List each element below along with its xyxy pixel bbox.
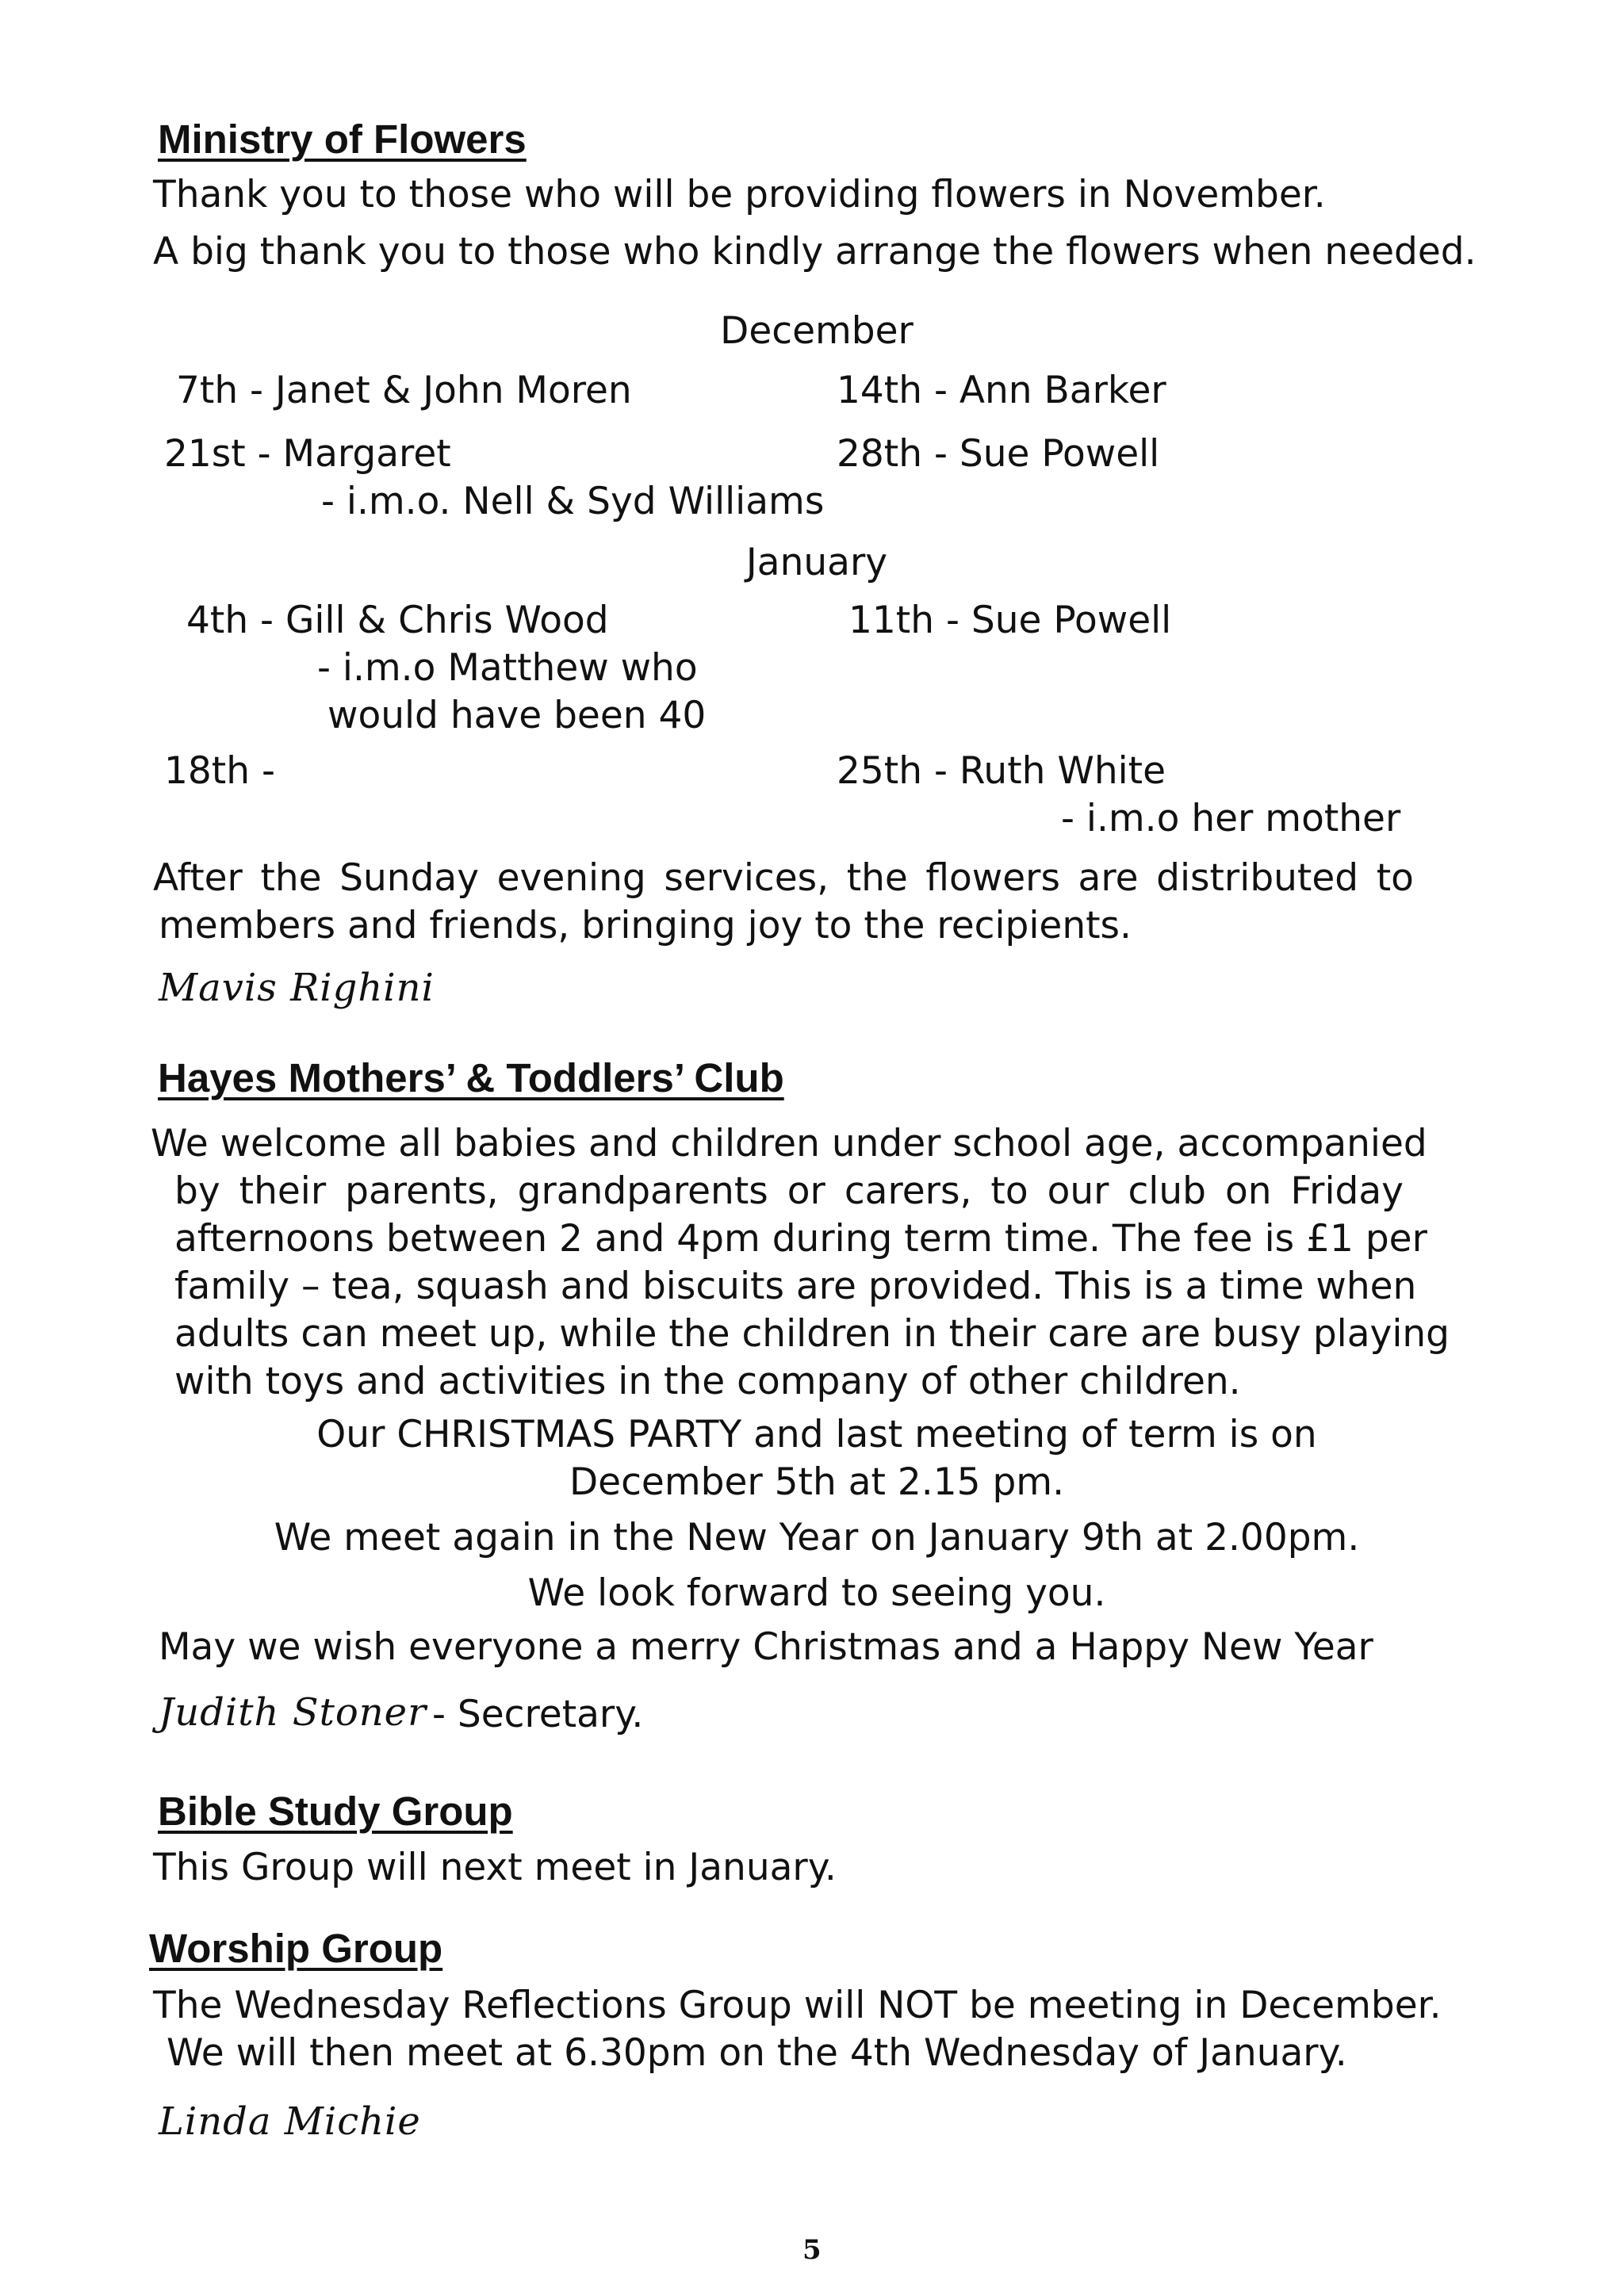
flowers-heading: Ministry of Flowers bbox=[158, 117, 527, 162]
page-number: 5 bbox=[802, 2234, 822, 2266]
dec-7-entry: 7th - Janet & John Moren bbox=[176, 369, 632, 412]
party-line-1: Our CHRISTMAS PARTY and last meeting of term is on bbox=[316, 1413, 1317, 1456]
worship-heading: Worship Group bbox=[149, 1926, 443, 1971]
word: are bbox=[1078, 856, 1139, 900]
word: their bbox=[239, 1169, 327, 1213]
signature-mavis-righini: Mavis Righini bbox=[159, 966, 435, 1010]
dec-14-entry: 14th - Ann Barker bbox=[837, 369, 1166, 412]
word: the bbox=[846, 856, 908, 900]
flowers-closing-line-2: members and friends, bringing joy to the recipients. bbox=[159, 904, 1132, 947]
toddlers-line-5: adults can meet up, while the children in their care are busy playing bbox=[174, 1312, 1450, 1356]
word: our bbox=[1047, 1169, 1109, 1213]
christmas-wish-line: May we wish everyone a merry Christmas and a Happy New Year bbox=[159, 1625, 1373, 1669]
toddlers-heading: Hayes Mothers’ & Toddlers’ Club bbox=[158, 1055, 784, 1100]
toddlers-line-1: We welcome all babies and children under school age, accompanied bbox=[151, 1122, 1427, 1165]
word: grandparents bbox=[517, 1169, 768, 1213]
jan-4-note-2: would have been 40 bbox=[327, 694, 707, 737]
word: to bbox=[990, 1169, 1028, 1213]
toddlers-line-2 bbox=[174, 1169, 1404, 1214]
flowers-closing-line-1 bbox=[153, 856, 1414, 901]
dec-21-entry: 21st - Margaret bbox=[164, 432, 451, 476]
jan-25-entry: 25th - Ruth White bbox=[837, 749, 1166, 793]
look-forward-line: We look forward to seeing you. bbox=[527, 1571, 1106, 1615]
secretary-role: - Secretary. bbox=[432, 1693, 644, 1736]
flowers-intro-2: A big thank you to those who kindly arrange the flowers when needed. bbox=[153, 230, 1477, 274]
dec-28-entry: 28th - Sue Powell bbox=[837, 432, 1160, 476]
word: services, bbox=[664, 856, 829, 900]
toddlers-line-6: with toys and activities in the company of other children. bbox=[174, 1360, 1241, 1403]
word: to bbox=[1376, 856, 1414, 900]
word: or bbox=[787, 1169, 825, 1213]
word: by bbox=[174, 1169, 220, 1213]
word: the bbox=[260, 856, 322, 900]
jan-18-entry: 18th - bbox=[164, 749, 275, 793]
jan-11-entry: 11th - Sue Powell bbox=[848, 599, 1172, 642]
dec-21-note: - i.m.o. Nell & Syd Williams bbox=[321, 480, 825, 523]
word: parents, bbox=[345, 1169, 499, 1213]
word: Friday bbox=[1290, 1169, 1404, 1213]
meet-again-line: We meet again in the New Year on January 9th at 2.00pm. bbox=[274, 1516, 1360, 1559]
word: evening bbox=[496, 856, 646, 900]
jan-4-entry: 4th - Gill & Chris Wood bbox=[186, 599, 609, 642]
word: After bbox=[153, 856, 243, 900]
worship-text-2: We will then meet at 6.30pm on the 4th Wednesday of January. bbox=[167, 2031, 1347, 2075]
jan-4-note-1: - i.m.o Matthew who bbox=[317, 646, 698, 690]
word: carers, bbox=[844, 1169, 972, 1213]
signature-judith-stoner: Judith Stoner bbox=[159, 1690, 427, 1735]
toddlers-line-4: family – tea, squash and biscuits are provided. This is a time when bbox=[174, 1265, 1417, 1308]
bible-study-heading: Bible Study Group bbox=[158, 1789, 513, 1834]
word: distributed bbox=[1156, 856, 1359, 900]
january-label: January bbox=[745, 541, 888, 584]
flowers-intro-1: Thank you to those who will be providing flowers in November. bbox=[153, 173, 1326, 216]
word: Sunday bbox=[339, 856, 480, 900]
jan-25-note: - i.m.o her mother bbox=[1061, 797, 1401, 840]
word: flowers bbox=[925, 856, 1060, 900]
bible-study-text: This Group will next meet in January. bbox=[153, 1846, 837, 1889]
word: club bbox=[1128, 1169, 1206, 1213]
worship-text-1: The Wednesday Reflections Group will NOT be meeting in December. bbox=[153, 1984, 1442, 2027]
signature-linda-michie: Linda Michie bbox=[159, 2099, 421, 2144]
party-line-2: December 5th at 2.15 pm. bbox=[569, 1460, 1065, 1504]
december-label: December bbox=[720, 309, 914, 353]
word: on bbox=[1224, 1169, 1272, 1213]
toddlers-line-3: afternoons between 2 and 4pm during term time. The fee is £1 per bbox=[174, 1217, 1427, 1261]
